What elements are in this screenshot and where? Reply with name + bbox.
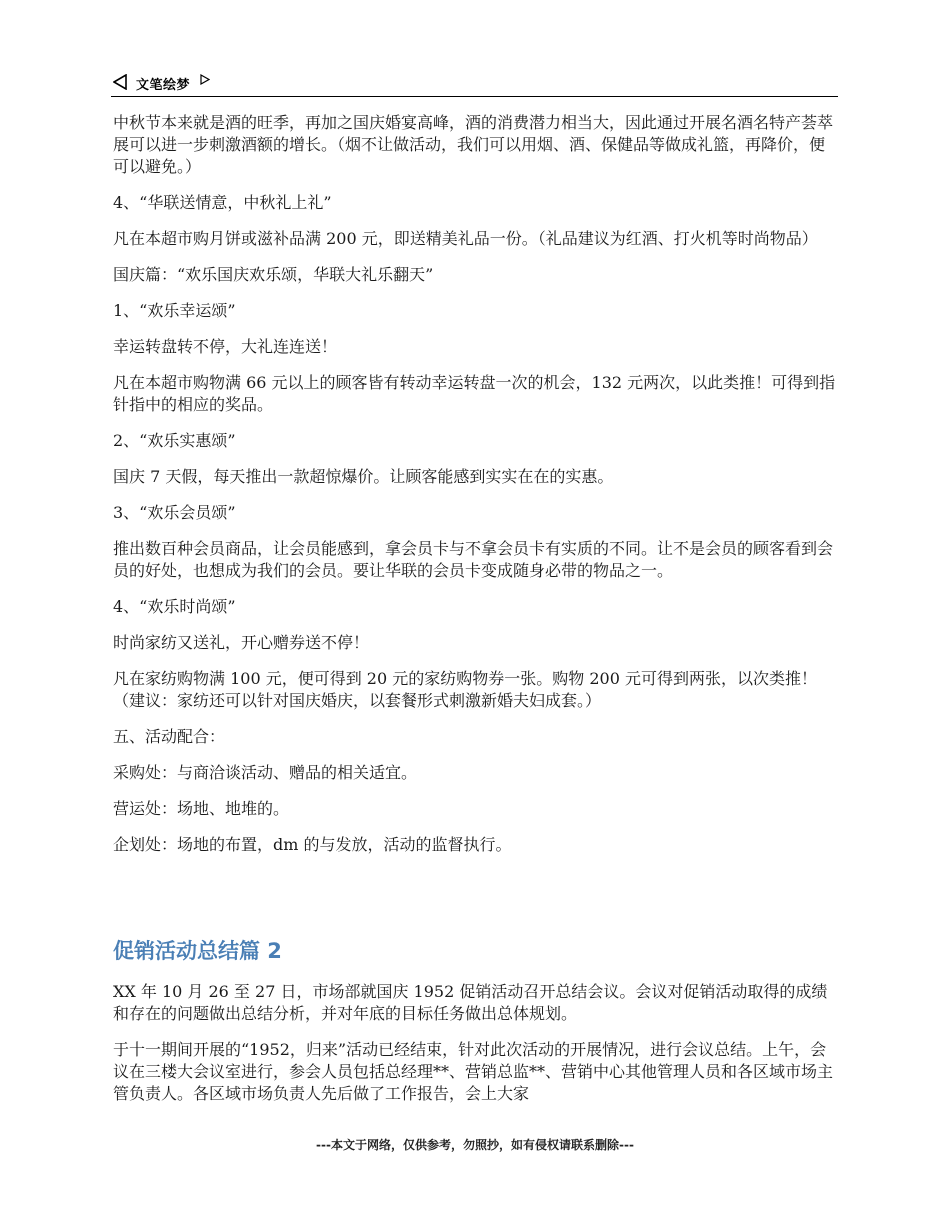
paragraph: 凡在本超市购物满 66 元以上的顾客皆有转动幸运转盘一次的机会，132 元两次，以此类推！可得到指针指中的相应的奖品。 (113, 373, 836, 414)
header-brand: 文笔绘梦 (136, 78, 191, 93)
body-text (113, 112, 840, 870)
paragraph: 推出数百种会员商品，让会员能感到，拿会员卡与不拿会员卡有实质的不同。让不是会员的顾客看到会员的好处，也想成为我们的会员。要让华联的会员卡变成随身必带的物品之一。 (113, 539, 834, 580)
paragraph: 中秋节本来就是酒的旺季，再加之国庆婚宴高峰，酒的消费潜力相当大，因此通过开展名酒名特产荟萃展可以进一步刺激酒额的增长。（烟不让做活动，我们可以用烟、酒、保健品等做成礼篮，再降价，便可以避免。） (113, 113, 834, 176)
paragraph: 4、“欢乐时尚颂” (113, 597, 236, 616)
paragraph: 2、“欢乐实惠颂” (113, 431, 236, 450)
triangle-right-icon (200, 74, 210, 85)
paragraph: 时尚家纺又送礼，开心赠券送不停！ (113, 633, 370, 652)
paragraph: 4、“华联送情意，中秋礼上礼” (113, 193, 332, 212)
section-body (113, 981, 840, 1119)
paragraph: 幸运转盘转不停，大礼连连送！ (113, 337, 338, 356)
paragraph: 国庆篇：“欢乐国庆欢乐颂，华联大礼乐翻天” (113, 265, 434, 284)
triangle-left-icon (113, 74, 127, 90)
paragraph: 1、“欢乐幸运颂” (113, 301, 236, 320)
paragraph: 于十一期间开展的“1952，归来”活动已经结束，针对此次活动的开展情况，进行会议总结。上午，会议在三楼大会议室进行，参会人员包括总经理**、营销总监**、营销中心其他管理人员和各区域市场主管负责人。各区域市场负责人先后做了工作报告，会上大家 (113, 1040, 834, 1103)
paragraph: XX 年 10 月 26 至 27 日，市场部就国庆 1952 促销活动召开总结会议。会议对促销活动取得的成绩和存在的问题做出总结分析，并对年底的目标任务做出总体规划。 (113, 982, 828, 1023)
paragraph: 凡在本超市购月饼或滋补品满 200 元，即送精美礼品一份。（礼品建议为红酒、打火机等时尚物品） (113, 229, 818, 248)
paragraph: 凡在家纺购物满 100 元，便可得到 20 元的家纺购物券一张。购物 200 元可得到两张，以次类推！（建议：家纺还可以针对国庆婚庆，以套餐形式刺激新婚夫妇成套。） (113, 669, 817, 710)
page-footer: ---本文于网络，仅供参考，勿照抄，如有侵权请联系删除--- (316, 1138, 634, 1152)
paragraph: 3、“欢乐会员颂” (113, 503, 236, 522)
paragraph: 国庆 7 天假，每天推出一款超惊爆价。让顾客能感到实实在在的实惠。 (113, 467, 614, 486)
paragraph: 采购处：与商洽谈活动、赠品的相关适宜。 (113, 763, 418, 782)
paragraph: 企划处：场地的布置，dm 的与发放，活动的监督执行。 (113, 835, 512, 854)
paragraph: 营运处：场地、地堆的。 (113, 799, 290, 818)
paragraph: 五、活动配合： (113, 727, 226, 746)
section-heading: 促销活动总结篇 2 (113, 939, 282, 963)
page-header (111, 70, 838, 97)
